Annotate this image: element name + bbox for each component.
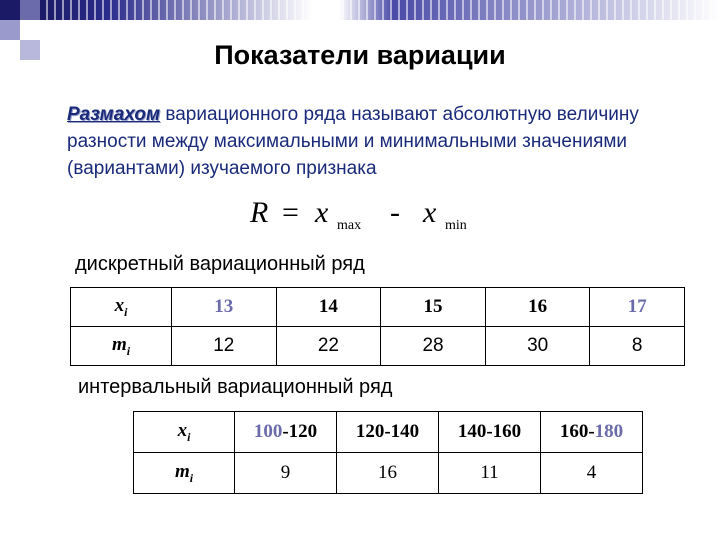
table-cell: 100-120 bbox=[235, 412, 337, 453]
table-cell: 8 bbox=[590, 327, 685, 366]
formula-x-max: x bbox=[315, 196, 329, 229]
table-cell: 140-160 bbox=[439, 412, 541, 453]
formula-r: R bbox=[250, 196, 269, 229]
table-cell: 22 bbox=[276, 327, 381, 366]
interval-heading: интервальный вариационный ряд bbox=[78, 376, 393, 398]
row-label-x: $x_i$ bbox=[71, 288, 172, 327]
table-cell: 12 bbox=[172, 327, 277, 366]
slide-title: Показатели вариации bbox=[214, 40, 506, 70]
formula-minus: - bbox=[390, 196, 400, 229]
definition-paragraph bbox=[67, 101, 687, 182]
table-cell: 30 bbox=[485, 327, 590, 366]
table-cell: 15 bbox=[381, 288, 486, 327]
table-cell: 16 bbox=[337, 453, 439, 494]
table-cell: 17 bbox=[590, 288, 685, 327]
table-row bbox=[134, 412, 643, 453]
table-row bbox=[134, 453, 643, 494]
row-label-x: $x_i$ bbox=[134, 412, 235, 453]
table-row bbox=[71, 327, 685, 366]
definition-text: вариационного ряда называют абсолютную величину разности между максимальными и минимальными значениями (вариантами) изучаемого признака bbox=[67, 104, 639, 179]
table-cell: 120-140 bbox=[337, 412, 439, 453]
table-cell: 160-180 bbox=[541, 412, 643, 453]
interval-table bbox=[133, 411, 643, 494]
table-cell: 16 bbox=[485, 288, 590, 327]
table-cell: 9 bbox=[235, 453, 337, 494]
formula-x-min: x bbox=[423, 196, 437, 229]
table-cell: 13 bbox=[172, 288, 277, 327]
table-cell: 14 bbox=[276, 288, 381, 327]
discrete-heading: дискретный вариационный ряд bbox=[75, 253, 365, 275]
table-cell: 4 bbox=[541, 453, 643, 494]
formula-sub-min: min bbox=[445, 218, 467, 233]
formula-equals: = bbox=[282, 196, 299, 229]
table-cell: 28 bbox=[381, 327, 486, 366]
table-row bbox=[71, 288, 685, 327]
row-label-m: $m_i$ bbox=[71, 327, 172, 366]
row-label-m: $m_i$ bbox=[134, 453, 235, 494]
discrete-table bbox=[70, 287, 685, 366]
definition-term: Размахом bbox=[67, 104, 161, 125]
table-cell: 11 bbox=[439, 453, 541, 494]
header-gradient-bar bbox=[40, 0, 720, 20]
formula-sub-max: max bbox=[337, 218, 362, 233]
